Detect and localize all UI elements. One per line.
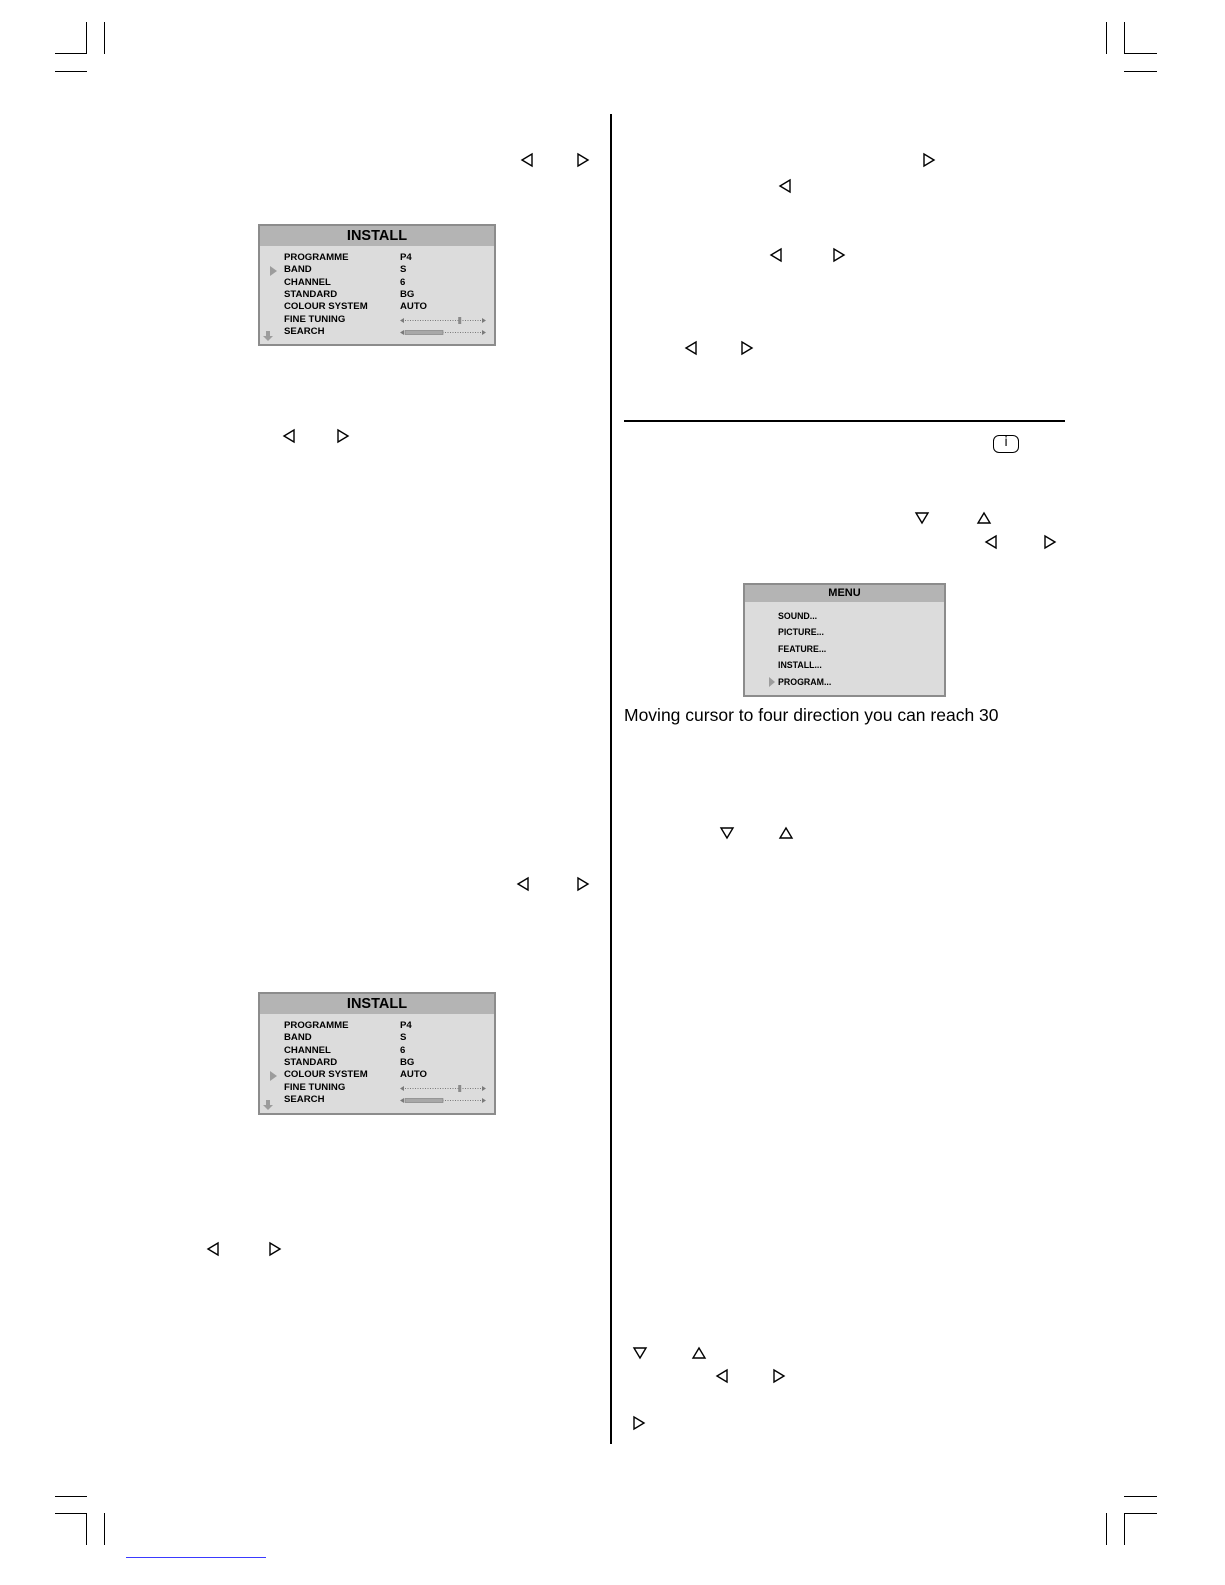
slider-knob	[458, 317, 461, 324]
menu-row-colour-system[interactable]	[260, 301, 494, 313]
right-arrow-icon	[576, 153, 590, 167]
left-arrow-icon	[516, 877, 530, 891]
left-arrow-icon	[520, 153, 534, 167]
fine-tuning-slider[interactable]	[400, 1085, 486, 1092]
right-arrow-icon	[268, 1242, 282, 1256]
menu-item-sound[interactable]	[745, 608, 944, 624]
menu-row-label: CHANNEL	[284, 276, 331, 288]
menu-row-value: S	[400, 1032, 407, 1044]
info-button-icon	[993, 435, 1019, 453]
menu-row-colour-system[interactable]	[260, 1069, 494, 1081]
progress-fill	[405, 330, 443, 334]
body-text: Moving cursor to four direction you can reach 30	[624, 705, 999, 725]
selection-cursor-icon	[270, 1071, 277, 1081]
menu-row-label: STANDARD	[284, 1056, 338, 1068]
menu-item-label: INSTALL...	[778, 660, 822, 671]
install-menu-title: INSTALL	[260, 994, 494, 1014]
menu-row-channel[interactable]	[260, 1045, 494, 1057]
down-arrow-icon	[720, 826, 734, 840]
right-arrow-icon	[922, 153, 936, 167]
menu-item-picture[interactable]	[745, 624, 944, 640]
left-arrow-icon	[769, 248, 783, 262]
up-arrow-icon	[692, 1346, 706, 1360]
menu-row-value: P4	[400, 252, 412, 263]
menu-row-value: BG	[400, 1056, 415, 1068]
left-arrow-icon	[684, 341, 698, 355]
menu-row-label: FINE TUNING	[284, 313, 346, 325]
menu-item-install[interactable]	[745, 657, 944, 673]
menu-row-standard[interactable]	[260, 289, 494, 301]
right-arrow-icon	[632, 1416, 646, 1430]
menu-row-band[interactable]	[260, 264, 494, 276]
right-arrow-icon	[740, 341, 754, 355]
menu-row-value: AUTO	[400, 1069, 428, 1081]
menu-row-label: SEARCH	[284, 1093, 325, 1105]
install-menu-2	[258, 992, 496, 1115]
menu-row-label: BAND	[284, 1032, 312, 1044]
install-menu-1	[258, 224, 496, 346]
info-button-glyph: i	[1004, 435, 1008, 450]
menu-row-label: PROGRAMME	[284, 252, 349, 263]
menu-row-value: 6	[400, 276, 406, 288]
right-arrow-icon	[576, 877, 590, 891]
main-menu-title: MENU	[745, 585, 944, 602]
fine-tuning-slider[interactable]	[400, 317, 486, 324]
menu-row-fine-tuning[interactable]	[260, 314, 494, 326]
menu-row-value: BG	[400, 288, 415, 300]
footer-link-underline	[126, 1557, 266, 1558]
left-arrow-icon	[715, 1369, 729, 1383]
menu-item-feature[interactable]	[745, 641, 944, 657]
menu-item-label: PICTURE...	[778, 627, 824, 638]
search-progress-bar[interactable]	[400, 329, 486, 336]
menu-row-search[interactable]	[260, 1094, 494, 1106]
menu-item-label: FEATURE...	[778, 643, 827, 654]
progress-fill	[405, 1098, 443, 1102]
menu-item-program[interactable]	[745, 674, 944, 690]
menu-row-label: CHANNEL	[284, 1044, 331, 1056]
scroll-down-icon	[263, 1100, 273, 1110]
menu-row-search[interactable]	[260, 326, 494, 338]
menu-row-standard[interactable]	[260, 1057, 494, 1069]
menu-row-value: S	[400, 264, 407, 276]
menu-row-value: 6	[400, 1044, 406, 1056]
selection-cursor-icon	[270, 266, 277, 276]
column-divider	[610, 114, 612, 1444]
slider-knob	[458, 1085, 461, 1092]
up-arrow-icon	[977, 511, 991, 525]
main-menu	[743, 583, 946, 697]
menu-row-fine-tuning[interactable]	[260, 1082, 494, 1094]
menu-row-label: PROGRAMME	[284, 1020, 349, 1031]
menu-row-band[interactable]	[260, 1032, 494, 1044]
section-rule	[624, 420, 1065, 422]
menu-row-label: BAND	[284, 264, 312, 276]
menu-item-label: SOUND...	[778, 611, 818, 621]
down-arrow-icon	[915, 511, 929, 525]
down-arrow-icon	[633, 1346, 647, 1360]
menu-row-programme[interactable]	[260, 1020, 494, 1032]
left-arrow-icon	[206, 1242, 220, 1256]
menu-row-label: STANDARD	[284, 288, 338, 300]
menu-row-label: SEARCH	[284, 325, 325, 337]
right-arrow-icon	[772, 1369, 786, 1383]
install-menu-title: INSTALL	[260, 226, 494, 246]
right-arrow-icon	[336, 429, 350, 443]
up-arrow-icon	[779, 826, 793, 840]
menu-row-label: COLOUR SYSTEM	[284, 301, 368, 313]
right-arrow-icon	[832, 248, 846, 262]
menu-row-value: P4	[400, 1020, 412, 1031]
right-arrow-icon	[1043, 535, 1057, 549]
left-arrow-icon	[984, 535, 998, 549]
menu-row-channel[interactable]	[260, 277, 494, 289]
menu-item-label: PROGRAM...	[778, 676, 832, 687]
search-progress-bar[interactable]	[400, 1097, 486, 1104]
selection-cursor-icon	[769, 677, 775, 687]
menu-row-label: FINE TUNING	[284, 1081, 346, 1093]
menu-row-value: AUTO	[400, 301, 428, 313]
menu-row-label: COLOUR SYSTEM	[284, 1069, 368, 1081]
left-arrow-icon	[282, 429, 296, 443]
menu-row-programme[interactable]	[260, 252, 494, 264]
scroll-down-icon	[263, 331, 273, 341]
left-arrow-icon	[778, 179, 792, 193]
